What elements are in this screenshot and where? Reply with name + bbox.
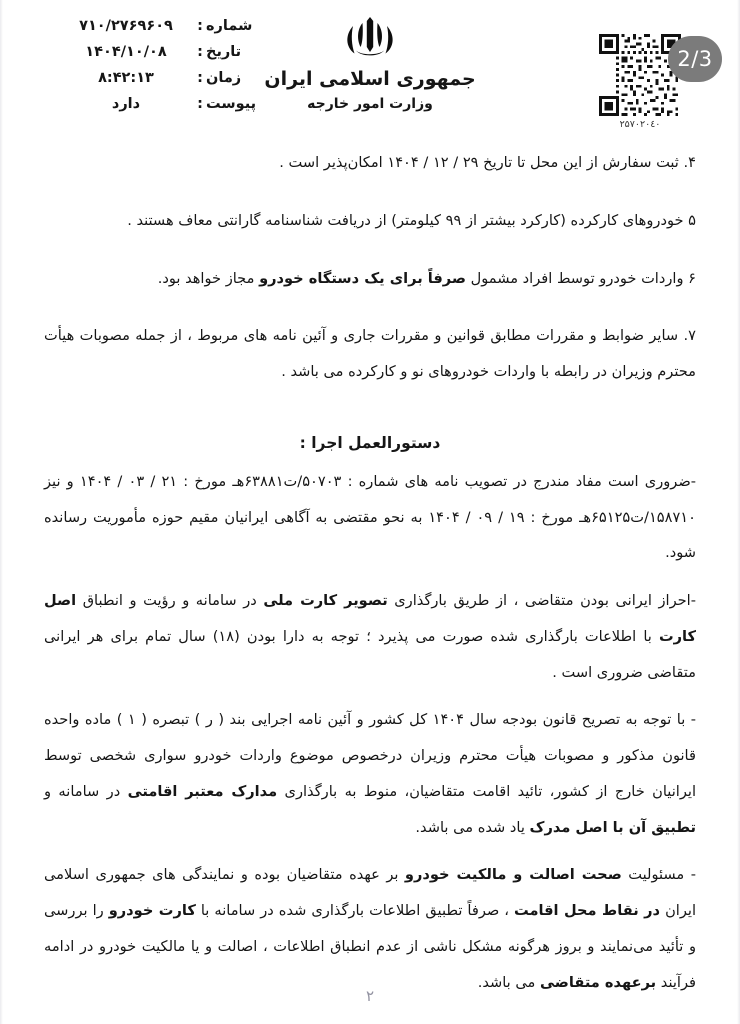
spacer xyxy=(44,690,696,702)
page-indicator-badge: 2/3 xyxy=(668,36,722,82)
body-text: -احراز ایرانی بودن متقاضی ، از طریق بارگذاری xyxy=(387,592,696,609)
emphasis-text: صرفاً برای یک دستگاه خودرو xyxy=(259,269,466,287)
body-text: ۴. ثبت سفارش از این محل تا تاریخ ۲۹ / ۱۲ / ۱۴۰۴ امکان‌پذیر است . xyxy=(279,154,696,171)
instruction-item xyxy=(44,583,696,690)
body-text: مجاز خواهد بود. xyxy=(157,269,260,287)
meta-value-attachment: دارد xyxy=(111,96,141,112)
spacer xyxy=(44,845,696,857)
emphasis-text: در نقاط محل اقامت xyxy=(514,902,661,919)
letterhead-meta xyxy=(58,18,268,122)
spacer xyxy=(44,306,696,318)
body-text: یاد شده می باشد. xyxy=(415,818,530,836)
organization-name: جمهوری اسلامی ایران xyxy=(264,68,476,90)
iran-emblem-icon xyxy=(342,14,398,64)
ministry-name: وزارت امور خارجه xyxy=(307,95,433,112)
body-text: ۷. سایر ضوابط و مقررات مطابق قوانین و مقررات جاری و آئین نامه های مربوط ، از جمله مصوبات هیأت محترم وزیران در رابطه با واردات خودروهای نو و کارکرده می باشد . xyxy=(44,327,696,380)
list-item xyxy=(44,261,696,297)
list-item xyxy=(44,203,696,239)
meta-colon: : xyxy=(197,18,203,34)
body-text: در سامانه و xyxy=(44,782,128,800)
emphasis-text: صحت اصالت و مالکیت خودرو xyxy=(404,866,622,884)
body-text: - مسئولیت xyxy=(621,866,696,884)
emphasis-text: اصل کارت xyxy=(44,592,697,645)
body-text: را بررسی و تأئید می‌نمایند و بروز هرگونه مشکل ناشی از عدم انطباق اطلاعات ، اصالت و یا مالکیت خودرو در ادامه فرآیند xyxy=(44,902,696,991)
body-text: ۵ خودروهای کارکرده (کارکرد بیشتر از ۹۹ کیلومتر) از دریافت شناسنامه گارانتی معاف هستند . xyxy=(127,211,696,229)
body-text: می باشد. xyxy=(477,973,540,991)
meta-colon: : xyxy=(197,70,203,86)
instruction-item xyxy=(44,464,696,571)
emphasis-text: برعهده متقاضی xyxy=(540,973,657,991)
body-text: ، صرفاً تطبیق اطلاعات بارگذاری شده در سامانه با xyxy=(195,902,515,919)
instruction-item xyxy=(44,702,696,845)
page-number-clipped: ۲ xyxy=(365,987,375,1005)
meta-row-attachment xyxy=(58,96,268,122)
meta-value-time: ۸:۴۲:۱۳ xyxy=(98,70,154,86)
meta-value-date: ۱۴۰۴/۱۰/۰۸ xyxy=(85,44,167,60)
meta-value-number: ۷۱۰/۲۷۶۹۶۰۹ xyxy=(79,18,173,34)
emphasis-text: کارت خودرو xyxy=(108,902,196,919)
instruction-item xyxy=(44,857,696,1000)
spacer xyxy=(44,191,696,203)
body-text: با اطلاعات بارگذاری شده صورت می پذیرد ؛ توجه به دارا بودن (۱۸) سال تمام برای هر ایرانی متقاضی ضروری است . xyxy=(44,627,696,681)
spacer xyxy=(44,571,696,583)
meta-label-date: تاریخ xyxy=(206,44,242,60)
meta-label-time: زمان xyxy=(206,70,242,86)
emphasis-text: مدارک معتبر اقامتی xyxy=(127,782,278,800)
spacer xyxy=(44,249,696,261)
body-text: - با توجه به تصریح قانون بودجه سال ۱۴۰۴ کل کشور و آئین نامه اجرایی بند ( ر ) تبصره ( ۱ ) ماده واحده قانون مذکور و مصوبات هیأت محترم وزیران درخصوص موضوع واردات خودرو سواری شخصی توسط ایرانیان خارج از کشور، تائید اقامت متقاضیان، منوط به بارگذاری xyxy=(44,711,696,800)
meta-colon: : xyxy=(197,96,203,112)
meta-label-attachment: پیوست xyxy=(206,96,257,112)
qr-caption: ۲۵۷۰۲۰٤۰ xyxy=(619,119,661,130)
section-heading: دستورالعمل اجرا : xyxy=(299,433,441,452)
body-text: -ضروری است مفاد مندرج در تصویب نامه های شماره : ۵۰۷۰۳/ت۶۳۸۸۱هـ مورخ : ۲۱ / ۰۳ / ۱۴۰۴ و نیز ۱۵۸۷۱۰/ت۶۵۱۲۵هـ مورخ : ۱۹ / ۰۹ / ۱۴۰۴ به نحو مقتضی به آگاهی ایرانیان مقیم حوزه مأموریت رسانده شود. xyxy=(44,472,696,562)
meta-colon: : xyxy=(197,44,203,60)
body-text: بر عهده متقاضیان بوده و نمایندگی های جمهوری اسلامی ایران xyxy=(44,866,697,919)
list-item xyxy=(44,145,696,181)
document-body xyxy=(0,145,740,1000)
qr-code-icon xyxy=(599,34,681,116)
page-bottom-artifact xyxy=(285,987,455,1024)
meta-label-number: شماره xyxy=(206,18,253,34)
letterhead xyxy=(0,0,740,145)
crest-block xyxy=(255,14,485,112)
body-text: در سامانه و رؤیت و انطباق xyxy=(76,592,264,609)
spacer xyxy=(44,400,696,434)
emphasis-text: تطبیق آن با اصل مدرک xyxy=(529,818,696,836)
body-text: ۶ واردات خودرو توسط افراد مشمول xyxy=(465,269,696,287)
list-item xyxy=(44,318,696,390)
spacer xyxy=(44,452,696,464)
emphasis-text: تصویر کارت ملی xyxy=(263,592,388,609)
meta-row-number xyxy=(58,18,268,44)
meta-row-time xyxy=(58,70,268,96)
meta-row-date xyxy=(58,44,268,70)
